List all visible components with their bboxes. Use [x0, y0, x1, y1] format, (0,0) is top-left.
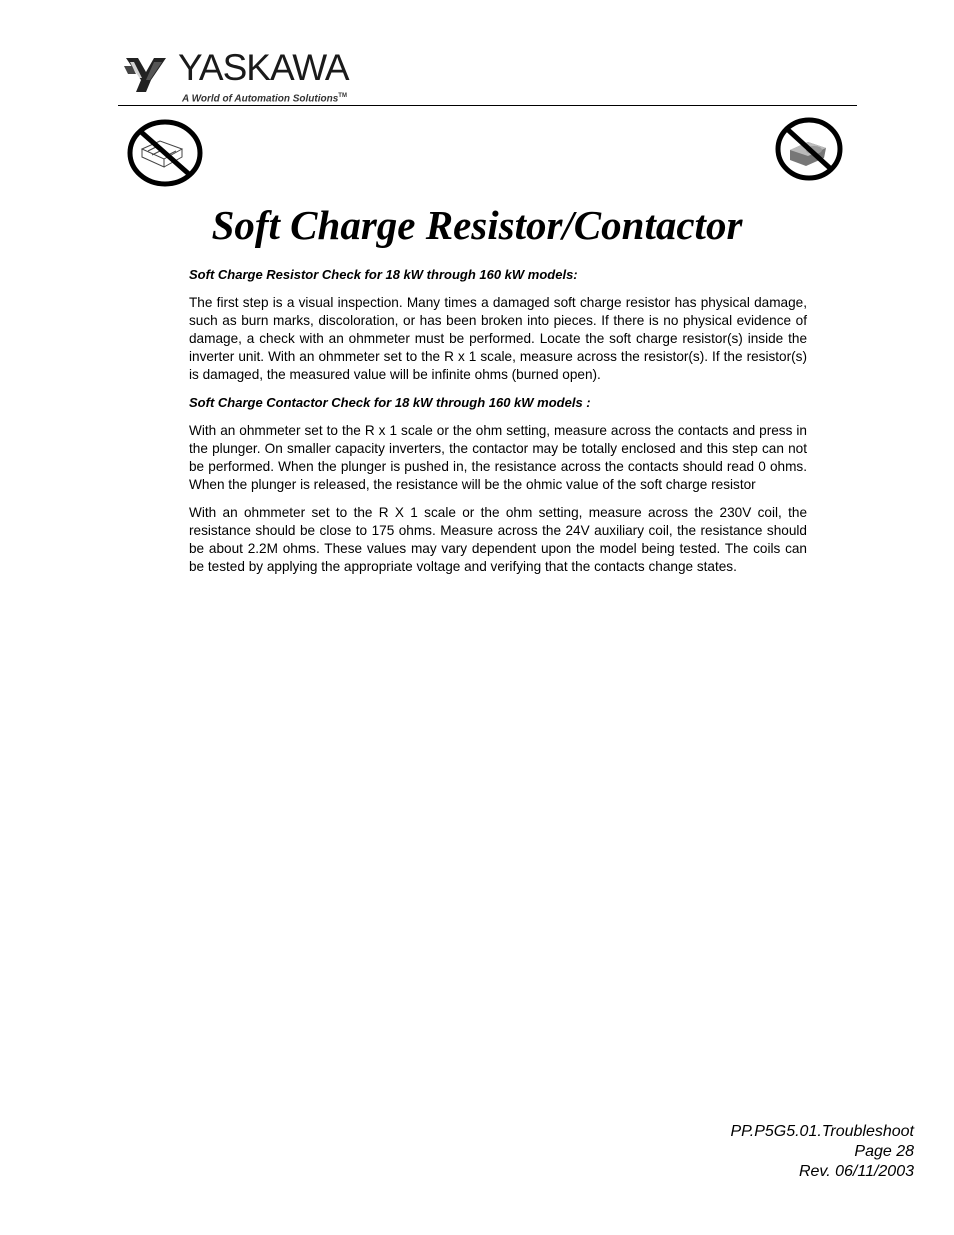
page-title: Soft Charge Resistor/Contactor	[211, 202, 743, 248]
section-heading-contactor: Soft Charge Contactor Check for 18 kW through 160 kW models :	[189, 395, 591, 410]
footer-revision: Rev. 06/11/2003	[798, 1163, 914, 1180]
logo-tagline	[182, 90, 347, 105]
tagline-text: A World of Automation Solutions	[182, 93, 339, 105]
no-resistor-icon	[126, 119, 204, 187]
paragraph-coil-check: With an ohmmeter set to the R X 1 scale or the ohm setting, measure across the 230V coil, the resistance should be close to 175 ohms. Measure across the 24V auxiliary coil, the resistance should be about 2.2M ohms. These values may vary dependent upon the model being tested. The coils can be tested by applying the appropriate voltage and verifying that the contacts change states.	[189, 505, 807, 574]
section-heading-resistor: Soft Charge Resistor Check for 18 kW through 160 kW models:	[189, 267, 578, 282]
paragraph-resistor-check: The first step is a visual inspection. Many times a damaged soft charge resistor has physical damage, such as burn marks, discoloration, or has been broken into pieces. If there is no physical evidence of damage, a check with an ohmmeter must be performed. Locate the soft charge resistor(s) inside the inverter unit. With an ohmmeter set to the R x 1 scale, measure across the resistor(s). If the resistor(s) is damaged, the measured value will be infinite ohms (burned open).	[189, 295, 807, 382]
logo-wordmark: YASKAWA	[178, 47, 349, 88]
footer-page-number: Page 28	[854, 1143, 914, 1160]
yaskawa-mark-icon	[124, 52, 176, 98]
no-contactor-icon	[774, 116, 844, 182]
footer-doc-id: PP.P5G5.01.Troubleshoot	[730, 1123, 914, 1140]
paragraph-contactor-check: With an ohmmeter set to the R x 1 scale or the ohm setting, measure across the contacts and press in the plunger. On smaller capacity inverters, the contactor may be totally enclosed and this step can not be performed. When the plunger is pushed in, the resistance across the contacts should read 0 ohms. When the plunger is released, the resistance will be the ohmic value of the soft charge resistor	[189, 423, 807, 492]
header-divider	[118, 105, 857, 106]
page-footer	[730, 1122, 914, 1182]
trademark-mark: TM	[338, 93, 347, 99]
yaskawa-logo	[124, 48, 384, 106]
document-body	[189, 266, 807, 586]
